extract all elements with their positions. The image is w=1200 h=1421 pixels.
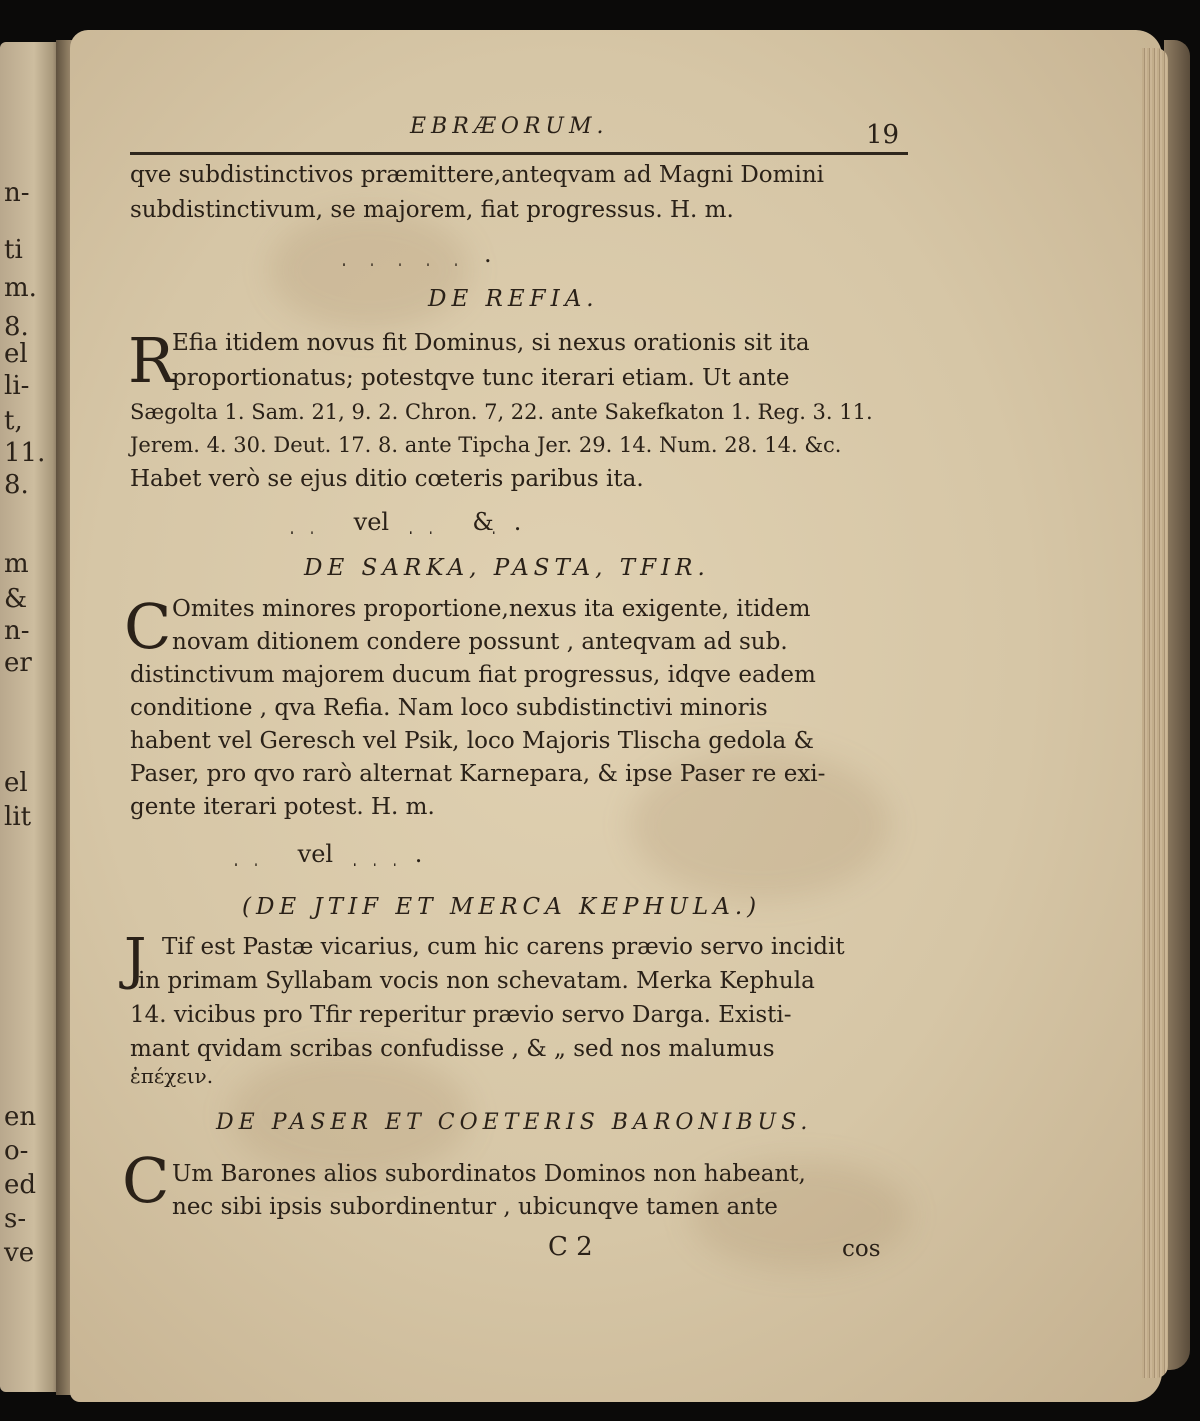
page-edges: [1142, 48, 1168, 1378]
text-line: Sægolta 1. Sam. 21, 9. 2. Chron. 7, 22. ante Sakefkaton 1. Reg. 3. 11.: [130, 400, 873, 424]
section-heading: DE PASER ET COETERIS BARONIBUS.: [216, 1110, 813, 1135]
left-fragment: 11.: [4, 438, 46, 468]
page-number: 19: [866, 120, 900, 150]
drop-cap: C: [124, 590, 172, 663]
text-line: ἐπέχειν.: [130, 1064, 214, 1088]
drop-cap: C: [122, 1144, 170, 1217]
accent-row: ֽ ֽ ֽ vel ֽ ֽ ֽ & ֽ.: [292, 508, 522, 536]
left-fragment: 8.: [4, 312, 29, 342]
accent-row: ֽ ֽ ֽ ֽ ֽ ֽ.: [344, 240, 492, 268]
drop-cap: R: [128, 324, 175, 397]
section-heading: DE SARKA, PASTA, TFIR.: [304, 555, 710, 581]
text-line: Paser, pro qvo rarò alternat Karnepara, & ipse Paser re exi-: [130, 761, 826, 787]
text-line: conditione , qva Refia. Nam loco subdistinctivi minoris: [130, 695, 768, 721]
text-line: Um Barones alios subordinatos Dominos non habeant,: [172, 1161, 806, 1187]
text-line: Omites minores proportione,nexus ita exigente, itidem: [172, 596, 811, 622]
header-rule: [130, 152, 908, 155]
text-line: distinctivum majorem ducum fiat progressus, idqve eadem: [130, 662, 816, 688]
left-fragment: ve: [4, 1238, 35, 1268]
text-line: Efia itidem novus fit Dominus, si nexus orationis sit ita: [172, 330, 810, 356]
text-line: novam ditionem condere possunt , anteqvam ad sub.: [172, 629, 788, 655]
left-fragment: n-: [4, 178, 30, 208]
left-fragment: li-: [4, 371, 30, 401]
section-heading: (DE JTIF ET MERCA KEPHULA.): [242, 894, 762, 920]
text-line: habent vel Geresch vel Psik, loco Majoris Tlischa gedola &: [130, 728, 815, 754]
left-fragment: en: [4, 1102, 37, 1132]
section-heading: DE REFIA.: [428, 286, 599, 312]
page-stain: [270, 210, 470, 330]
left-fragment: el: [4, 768, 28, 798]
text-line: gente iterari potest. H. m.: [130, 794, 435, 820]
left-fragment: er: [4, 648, 32, 678]
text-line: qve subdistinctivos præmittere,anteqvam ad Magni Domini: [130, 162, 824, 188]
text-line: Tif est Pastæ vicarius, cum hic carens prævio servo incidit: [162, 934, 845, 960]
left-fragment: s-: [4, 1204, 27, 1234]
running-title: EBRÆORUM.: [410, 114, 609, 139]
left-fragment: 8.: [4, 470, 29, 500]
text-line: Jerem. 4. 30. Deut. 17. 8. ante Tipcha Jer. 29. 14. Num. 28. 14. &c.: [130, 433, 842, 457]
text-line: 14. vicibus pro Tfir reperitur prævio servo Darga. Existi-: [130, 1002, 792, 1028]
left-fragment: m: [4, 549, 29, 579]
left-fragment: m.: [4, 273, 37, 303]
left-fragment: el: [4, 339, 28, 369]
left-fragment: ed: [4, 1170, 37, 1200]
catchword: cos: [842, 1236, 881, 1262]
text-line: proportionatus; potestqve tunc iterari etiam. Ut ante: [172, 365, 790, 391]
left-page: [0, 42, 62, 1392]
left-fragment: t,: [4, 406, 23, 436]
accent-row: ֽ ֽ ֽ vel ֽ ֽ ֽ ֽ.: [236, 840, 423, 868]
text-line: nec sibi ipsis subordinentur , ubicunqve tamen ante: [172, 1194, 778, 1220]
left-fragment: o-: [4, 1136, 29, 1166]
left-fragment: n-: [4, 616, 30, 646]
text-line: in primam Syllabam vocis non schevatam. Merka Kephula: [138, 968, 815, 994]
text-line: subdistinctivum, se majorem, fiat progressus. H. m.: [130, 197, 734, 223]
text-line: mant qvidam scribas confudisse , & „ sed nos malumus: [130, 1036, 775, 1062]
left-fragment: lit: [4, 802, 32, 832]
left-fragment: ti: [4, 235, 23, 265]
left-fragment: &: [4, 584, 28, 614]
signature-mark: C 2: [548, 1232, 593, 1262]
drop-cap: J: [124, 927, 147, 992]
text-line: Habet verò se ejus ditio cœteris paribus ita.: [130, 466, 644, 492]
